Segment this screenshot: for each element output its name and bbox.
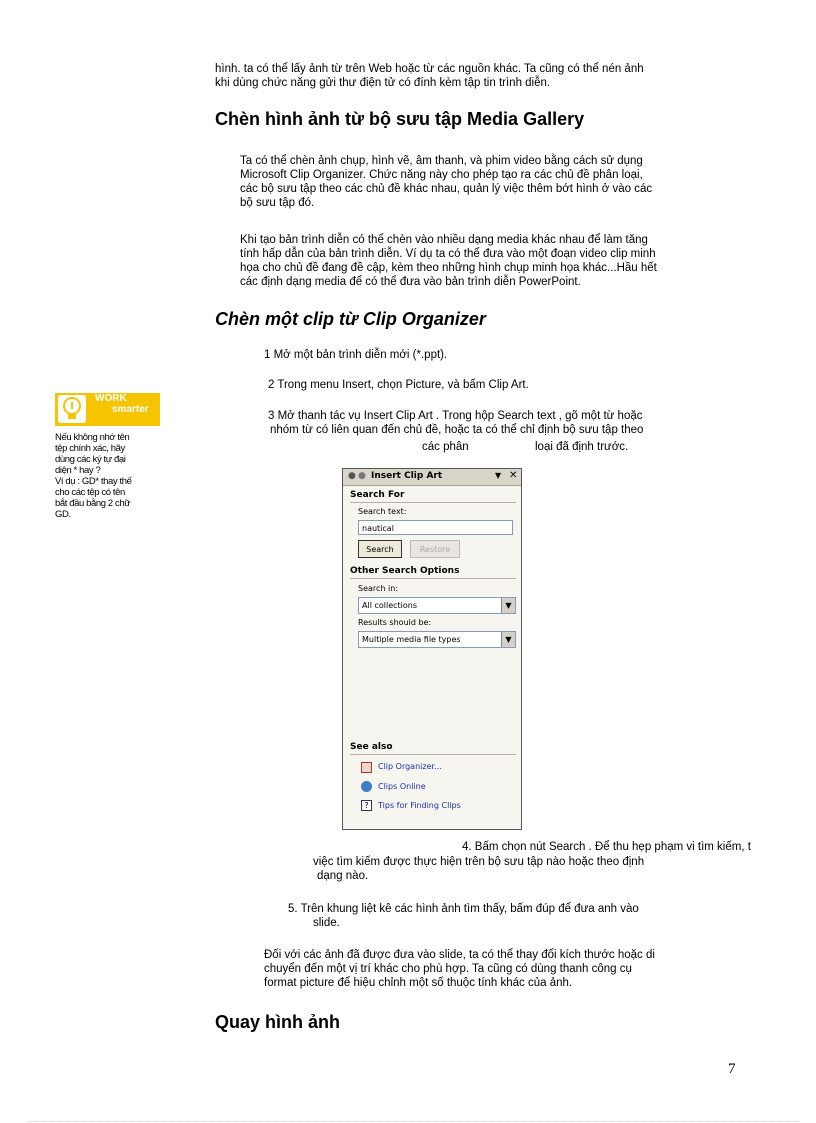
- intro-line-2: khi dùng chức năng gửi thư điện tử có đính kèm tập tin trình diễn.: [215, 77, 551, 89]
- step-line: nhóm từ có liên quan đến chủ đề, hoặc ta có thể chỉ định bộ sưu tập theo: [270, 424, 644, 436]
- para-line: tính hấp dẫn của bản trình diễn. Ví dụ ta có thể đưa vào một đoạn video clip minh: [240, 248, 656, 260]
- globe-icon: [361, 781, 372, 792]
- search-text-label: Search text:: [358, 507, 407, 516]
- step-3-tail-b: loại đã định trước.: [535, 441, 629, 453]
- clip-organizer-icon: [361, 762, 372, 773]
- para-line: Khi tạo bản trình diễn có thể chèn vào nhiều dạng media khác nhau để làm tăng: [240, 234, 648, 246]
- dropdown-arrow-icon[interactable]: ▼: [501, 598, 515, 613]
- search-in-value: All collections: [362, 601, 418, 610]
- logo-smarter: smarter: [112, 404, 149, 415]
- forward-icon[interactable]: ●: [358, 471, 366, 481]
- pane-menu-icon[interactable]: ▼: [495, 471, 502, 480]
- step-3-tail-a: các phân: [422, 441, 469, 453]
- step-1: 1 Mở một bản trình diễn mới (*.ppt).: [264, 349, 448, 361]
- step-2: 2 Trong menu Insert, chọn Picture, và bấm Clip Art.: [268, 379, 529, 391]
- results-value: Multiple media file types: [362, 635, 461, 644]
- link-clips-online[interactable]: Clips Online: [378, 782, 426, 791]
- step-4-first-line: 4. Bấm chọn nút Search . Để thu hẹp phạm vi tìm kiếm, t: [462, 841, 751, 853]
- note-line: dùng các ký tự đại: [55, 454, 126, 465]
- results-select[interactable]: [358, 631, 516, 648]
- para-line: họa cho chủ đề đang đề cập, kèm theo những hình chụp minh họa khác...Hầu hết: [240, 262, 657, 274]
- close-icon[interactable]: ✕: [509, 470, 518, 481]
- back-icon[interactable]: ●: [348, 471, 356, 481]
- media-gallery-para-1: [240, 154, 652, 210]
- para-line: các định dạng media để có thể đưa vào bản trình diễn PowerPoint.: [240, 276, 581, 288]
- para-line: các bộ sưu tập theo các chủ đề khác nhau, quản lý việc thêm bớt hình ở vào các: [240, 183, 653, 195]
- link-clip-organizer[interactable]: Clip Organizer...: [378, 762, 442, 771]
- para-line: Đối với các ảnh đã được đưa vào slide, ta có thể thay đổi kích thước hoặc di: [264, 949, 655, 961]
- work-smarter-logo: [55, 393, 160, 426]
- search-button[interactable]: Search: [358, 540, 402, 558]
- sidebar-note: [55, 432, 163, 520]
- intro-line-1: hình. ta có thể lấy ảnh từ trên Web hoặc từ các nguồn khác. Ta cũng có thể nén ảnh: [215, 63, 644, 75]
- step-3: [268, 409, 643, 437]
- step-line: 5. Trên khung liệt kê các hình ảnh tìm thấy, bấm đúp để đưa anh vào: [288, 903, 639, 915]
- pane-title: Insert Clip Art: [371, 471, 443, 481]
- step-line: slide.: [313, 917, 340, 929]
- search-in-label: Search in:: [358, 584, 399, 593]
- media-gallery-para-2: [240, 233, 657, 289]
- note-line: tệp chính xác, hãy: [55, 443, 125, 454]
- logo-work: WORK: [95, 393, 127, 404]
- search-for-heading: Search For: [350, 490, 405, 500]
- note-line: GD.: [55, 509, 71, 520]
- step-line: việc tìm kiếm được thực hiện trên bộ sưu tập nào hoặc theo định: [313, 856, 645, 868]
- heading-clip-organizer: Chèn một clip từ Clip Organizer: [215, 309, 486, 329]
- restore-button[interactable]: Restore: [410, 540, 460, 558]
- note-line: diện * hay ?: [55, 465, 101, 476]
- results-label: Results should be:: [358, 618, 432, 627]
- heading-rotate-image: Quay hình ảnh: [215, 1012, 341, 1032]
- step-line: dạng nào.: [317, 870, 369, 882]
- para-line: chuyển đến một vị trí khác cho phù hợp. Ta cũng có dùng thanh công cụ: [264, 963, 632, 975]
- page-number: 7: [728, 1061, 736, 1077]
- note-line: Ví dụ : GD* thay thế: [55, 476, 132, 487]
- para-line: bộ sưu tập đó.: [240, 197, 315, 209]
- step-line: 3 Mở thanh tác vụ Insert Clip Art . Trong hộp Search text , gõ một từ hoặc: [268, 410, 643, 422]
- insert-clip-art-pane: [342, 468, 522, 830]
- note-line: cho các tệp có tên: [55, 487, 125, 498]
- dropdown-arrow-icon[interactable]: ▼: [501, 632, 515, 647]
- para-line: Microsoft Clip Organizer. Chức năng này cho phép tạo ra các chủ đề phân loại,: [240, 169, 643, 181]
- note-line: bắt đầu bằng 2 chữ: [55, 498, 131, 509]
- closing-paragraph: [264, 948, 655, 990]
- step-4-rest: [313, 855, 644, 883]
- search-text-input[interactable]: nautical: [358, 520, 513, 535]
- help-icon: ?: [361, 800, 372, 811]
- search-in-select[interactable]: [358, 597, 516, 614]
- para-line: Ta có thể chèn ảnh chụp, hình vẽ, âm thanh, và phim video bằng cách sử dụng: [240, 155, 643, 167]
- pane-titlebar: [343, 469, 521, 486]
- other-options-heading: Other Search Options: [350, 566, 460, 576]
- lightbulb-icon: [58, 395, 86, 423]
- link-tips[interactable]: Tips for Finding Clips: [378, 801, 461, 810]
- step-5: [288, 902, 639, 930]
- note-line: Nếu không nhớ tên: [55, 432, 130, 443]
- page-bottom-rule: [28, 1121, 800, 1122]
- heading-media-gallery: Chèn hình ảnh từ bộ sưu tập Media Gallery: [215, 109, 585, 129]
- see-also-heading: See also: [350, 742, 393, 752]
- para-line: format picture để hiệu chỉnh một số thuộc tính khác của ảnh.: [264, 977, 573, 989]
